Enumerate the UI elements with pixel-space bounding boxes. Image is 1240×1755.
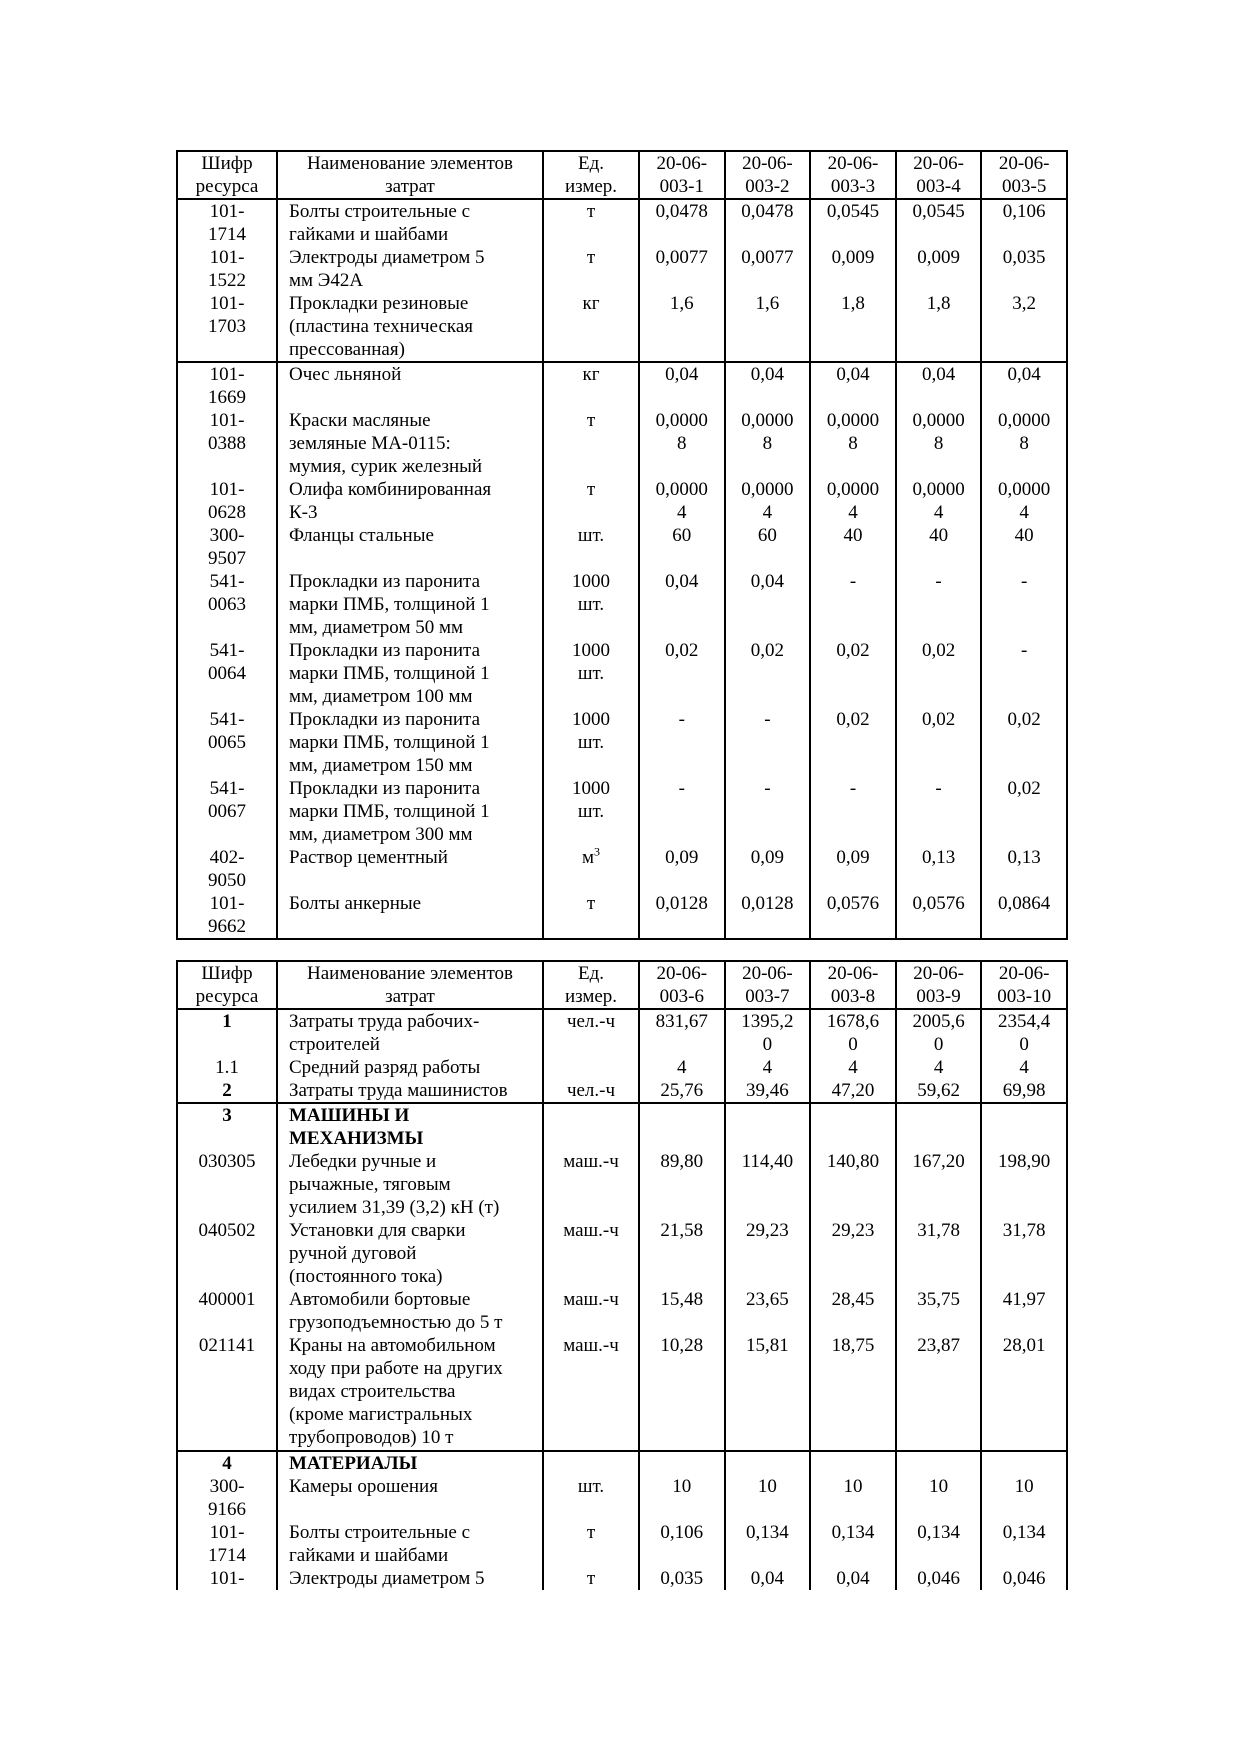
norm-value: 198,90 (981, 1150, 1067, 1219)
unit: т (543, 1567, 639, 1590)
section-code: 3 (177, 1103, 277, 1150)
header-cost-element-name: Наименование элементов затрат (277, 961, 543, 1009)
header-cost-element-name: Наименование элементов затрат (277, 151, 543, 199)
unit (543, 1056, 639, 1079)
norm-value: 0,0000 8 (810, 409, 896, 478)
norm-value: 10 (981, 1475, 1067, 1521)
norm-value: 40 (896, 524, 982, 570)
cost-element-name: Прокладки из паронита марки ПМБ, толщиной 1 мм, диаметром 300 мм (277, 777, 543, 846)
norm-value: - (639, 777, 725, 846)
norm-value: 0,04 (810, 1567, 896, 1590)
norm-value: 10,28 (639, 1334, 725, 1451)
table-row (177, 199, 1067, 246)
table-row (177, 1056, 1067, 1079)
norm-value: 60 (725, 524, 811, 570)
resource-code: 101- 1714 (177, 1521, 277, 1567)
norm-value: 0,0000 4 (981, 478, 1067, 524)
norm-value: 0,134 (725, 1521, 811, 1567)
cost-element-name: Лебедки ручные и рычажные, тяговым усилием 31,39 (3,2) кН (т) (277, 1150, 543, 1219)
table-row (177, 409, 1067, 478)
table-row (177, 1567, 1067, 1590)
table-row (177, 362, 1067, 409)
norm-value: 0,04 (896, 362, 982, 409)
cost-element-name: Прокладки из паронита марки ПМБ, толщиной 1 мм, диаметром 50 мм (277, 570, 543, 639)
norm-value (639, 1451, 725, 1475)
norm-value: 47,20 (810, 1079, 896, 1103)
header-unit: Ед. измер. (543, 961, 639, 1009)
resource-code: 030305 (177, 1150, 277, 1219)
norm-value: 0,02 (981, 708, 1067, 777)
norm-value: 41,97 (981, 1288, 1067, 1334)
norm-value: 0,134 (810, 1521, 896, 1567)
table-row (177, 1475, 1067, 1521)
norm-value (981, 1103, 1067, 1150)
header-unit: Ед. измер. (543, 151, 639, 199)
norm-value: 0,035 (981, 246, 1067, 292)
resource-code: 2 (177, 1079, 277, 1103)
norm-value: 1,8 (896, 292, 982, 362)
norm-value: 28,01 (981, 1334, 1067, 1451)
norm-value: 0,0128 (639, 892, 725, 939)
norm-value: 4 (639, 1056, 725, 1079)
norm-value: 0,0000 4 (639, 478, 725, 524)
norm-value: 114,40 (725, 1150, 811, 1219)
cost-element-name: Прокладки резиновые (пластина техническая прессованная) (277, 292, 543, 362)
norm-value: 0,035 (639, 1567, 725, 1590)
header-norm-column: 20-06- 003-4 (896, 151, 982, 199)
resource-table-1 (176, 150, 1068, 940)
header-norm-column: 20-06- 003-7 (725, 961, 811, 1009)
resource-code: 101- 1703 (177, 292, 277, 362)
cost-element-name: Раствор цементный (277, 846, 543, 892)
resource-code: 400001 (177, 1288, 277, 1334)
norm-value: 25,76 (639, 1079, 725, 1103)
norm-value: 10 (896, 1475, 982, 1521)
table-row (177, 1219, 1067, 1288)
resource-code: 541- 0064 (177, 639, 277, 708)
table-row (177, 1334, 1067, 1451)
norm-value: 31,78 (896, 1219, 982, 1288)
unit: маш.-ч (543, 1334, 639, 1451)
norm-value: 0,134 (981, 1521, 1067, 1567)
section-code: 4 (177, 1451, 277, 1475)
norm-value: 4 (896, 1056, 982, 1079)
section-title: МАТЕРИАЛЫ (277, 1451, 543, 1475)
cost-element-name: Краски масляные земляные МА-0115: мумия, сурик железный (277, 409, 543, 478)
norm-value (725, 1451, 811, 1475)
resource-code: 1 (177, 1009, 277, 1056)
norm-value (725, 1103, 811, 1150)
section-row-machines (177, 1103, 1067, 1150)
resource-code: 021141 (177, 1334, 277, 1451)
norm-value: 4 (981, 1056, 1067, 1079)
norm-value: - (810, 777, 896, 846)
norm-value: - (981, 639, 1067, 708)
norm-value: 0,0545 (896, 199, 982, 246)
norm-value: 0,009 (810, 246, 896, 292)
resource-code: 101- 9662 (177, 892, 277, 939)
norm-value: 4 (725, 1056, 811, 1079)
section-title: МАШИНЫ И МЕХАНИЗМЫ (277, 1103, 543, 1150)
unit-superscript: 3 (594, 844, 601, 859)
norm-value (981, 1451, 1067, 1475)
cost-element-name: Фланцы стальные (277, 524, 543, 570)
table-header-row (177, 961, 1067, 1009)
cost-element-name: Камеры орошения (277, 1475, 543, 1521)
header-norm-column: 20-06- 003-8 (810, 961, 896, 1009)
norm-value: 0,0478 (639, 199, 725, 246)
unit: маш.-ч (543, 1219, 639, 1288)
norm-value: 0,09 (725, 846, 811, 892)
norm-value: - (981, 570, 1067, 639)
table-row (177, 892, 1067, 939)
unit: 1000 шт. (543, 777, 639, 846)
norm-value: 0,0128 (725, 892, 811, 939)
resource-code: 101- 1522 (177, 246, 277, 292)
norm-value: 10 (725, 1475, 811, 1521)
norm-value: - (896, 570, 982, 639)
unit: т (543, 892, 639, 939)
cost-element-name: Болты строительные с гайками и шайбами (277, 1521, 543, 1567)
norm-value: 2354,4 0 (981, 1009, 1067, 1056)
table-row (177, 478, 1067, 524)
resource-code: 402- 9050 (177, 846, 277, 892)
cost-element-name: Болты анкерные (277, 892, 543, 939)
norm-value (810, 1451, 896, 1475)
norm-value: 0,04 (725, 362, 811, 409)
norm-value: 0,02 (725, 639, 811, 708)
norm-value (810, 1103, 896, 1150)
header-norm-column: 20-06- 003-5 (981, 151, 1067, 199)
norm-value: 31,78 (981, 1219, 1067, 1288)
norm-value (896, 1103, 982, 1150)
resource-code: 300- 9166 (177, 1475, 277, 1521)
norm-value: 60 (639, 524, 725, 570)
norm-value: 35,75 (896, 1288, 982, 1334)
cost-element-name: Очес льняной (277, 362, 543, 409)
resource-code: 1.1 (177, 1056, 277, 1079)
table-row (177, 1009, 1067, 1056)
norm-value: 0,134 (896, 1521, 982, 1567)
unit: 1000 шт. (543, 570, 639, 639)
resource-table-2 (176, 960, 1068, 1590)
norm-value: 69,98 (981, 1079, 1067, 1103)
norm-value: - (725, 777, 811, 846)
norm-value: - (725, 708, 811, 777)
unit: шт. (543, 1475, 639, 1521)
norm-value: 0,04 (639, 570, 725, 639)
norm-value: 0,0576 (896, 892, 982, 939)
unit (543, 1103, 639, 1150)
norm-value: 0,0000 4 (896, 478, 982, 524)
norm-value: 23,87 (896, 1334, 982, 1451)
cost-element-name: Прокладки из паронита марки ПМБ, толщиной 1 мм, диаметром 150 мм (277, 708, 543, 777)
norm-value: 0,0545 (810, 199, 896, 246)
table-row (177, 246, 1067, 292)
cost-element-name: Прокладки из паронита марки ПМБ, толщиной 1 мм, диаметром 100 мм (277, 639, 543, 708)
cost-element-name: Электроды диаметром 5 (277, 1567, 543, 1590)
section-row-materials (177, 1451, 1067, 1475)
header-norm-column: 20-06- 003-1 (639, 151, 725, 199)
cost-element-name: Олифа комбинированная К-3 (277, 478, 543, 524)
header-resource-code: Шифр ресурса (177, 151, 277, 199)
norm-value: 2005,6 0 (896, 1009, 982, 1056)
norm-value: 0,0000 8 (725, 409, 811, 478)
norm-value: 21,58 (639, 1219, 725, 1288)
unit: т (543, 246, 639, 292)
norm-value: 0,009 (896, 246, 982, 292)
table-row (177, 524, 1067, 570)
norm-value: 0,0864 (981, 892, 1067, 939)
resource-code: 300- 9507 (177, 524, 277, 570)
norm-value: 0,02 (896, 639, 982, 708)
header-norm-column: 20-06- 003-3 (810, 151, 896, 199)
norm-value: 140,80 (810, 1150, 896, 1219)
norm-value: 831,67 (639, 1009, 725, 1056)
resource-code: 101- 1669 (177, 362, 277, 409)
header-norm-column: 20-06- 003-9 (896, 961, 982, 1009)
norm-value: 0,09 (810, 846, 896, 892)
norm-value: 0,0000 8 (639, 409, 725, 478)
norm-value: 1395,2 0 (725, 1009, 811, 1056)
unit (543, 846, 639, 892)
unit: маш.-ч (543, 1150, 639, 1219)
norm-value: 4 (810, 1056, 896, 1079)
unit: 1000 шт. (543, 639, 639, 708)
table-row (177, 292, 1067, 362)
unit: т (543, 409, 639, 478)
norm-value: 0,0478 (725, 199, 811, 246)
norm-value: 0,04 (981, 362, 1067, 409)
norm-value: 39,46 (725, 1079, 811, 1103)
unit: кг (543, 362, 639, 409)
norm-value: 0,02 (810, 708, 896, 777)
norm-value (639, 1103, 725, 1150)
cost-element-name: Затраты труда машинистов (277, 1079, 543, 1103)
resource-code: 101- 1714 (177, 199, 277, 246)
unit: маш.-ч (543, 1288, 639, 1334)
norm-value: 40 (981, 524, 1067, 570)
norm-value: 0,0576 (810, 892, 896, 939)
cost-element-name: Краны на автомобильном ходу при работе на других видах строительства (кроме магистральных трубопроводов) 10 т (277, 1334, 543, 1451)
norm-value: 0,13 (981, 846, 1067, 892)
norm-value: 15,48 (639, 1288, 725, 1334)
norm-value: 40 (810, 524, 896, 570)
norm-value: 18,75 (810, 1334, 896, 1451)
header-resource-code: Шифр ресурса (177, 961, 277, 1009)
table-row (177, 1521, 1067, 1567)
norm-value: 3,2 (981, 292, 1067, 362)
norm-value: 1,6 (725, 292, 811, 362)
norm-value: 0,0000 4 (725, 478, 811, 524)
norm-value: 59,62 (896, 1079, 982, 1103)
norm-value: 0,106 (981, 199, 1067, 246)
norm-value: 0,046 (981, 1567, 1067, 1590)
norm-value: 0,04 (639, 362, 725, 409)
norm-value: 0,0000 8 (896, 409, 982, 478)
norm-value: 0,0000 8 (981, 409, 1067, 478)
resource-code: 101- (177, 1567, 277, 1590)
norm-value: 0,13 (896, 846, 982, 892)
cost-element-name: Затраты труда рабочих- строителей (277, 1009, 543, 1056)
table-row (177, 570, 1067, 639)
resource-code: 040502 (177, 1219, 277, 1288)
norm-value: 10 (810, 1475, 896, 1521)
unit: кг (543, 292, 639, 362)
norm-value: 0,0000 4 (810, 478, 896, 524)
norm-value: 0,02 (810, 639, 896, 708)
norm-value: - (639, 708, 725, 777)
resource-code: 101- 0388 (177, 409, 277, 478)
norm-value (896, 1451, 982, 1475)
table-row (177, 1288, 1067, 1334)
header-norm-column: 20-06- 003-10 (981, 961, 1067, 1009)
cost-element-name: Болты строительные с гайками и шайбами (277, 199, 543, 246)
unit: т (543, 478, 639, 524)
unit: чел.-ч (543, 1009, 639, 1056)
unit: 1000 шт. (543, 708, 639, 777)
cost-element-name: Установки для сварки ручной дуговой (постоянного тока) (277, 1219, 543, 1288)
norm-value: 15,81 (725, 1334, 811, 1451)
norm-value: - (896, 777, 982, 846)
header-norm-column: 20-06- 003-6 (639, 961, 725, 1009)
cost-element-name: Автомобили бортовые грузоподъемностью до 5 т (277, 1288, 543, 1334)
norm-value: 0,02 (896, 708, 982, 777)
table-row (177, 639, 1067, 708)
norm-value: 29,23 (810, 1219, 896, 1288)
norm-value: 0,106 (639, 1521, 725, 1567)
norm-value: 0,0077 (725, 246, 811, 292)
unit: т (543, 1521, 639, 1567)
norm-value: - (810, 570, 896, 639)
norm-value: 1678,6 0 (810, 1009, 896, 1056)
norm-value: 0,04 (725, 1567, 811, 1590)
cost-element-name: Средний разряд работы (277, 1056, 543, 1079)
unit: шт. (543, 524, 639, 570)
norm-value: 0,046 (896, 1567, 982, 1590)
norm-value: 89,80 (639, 1150, 725, 1219)
norm-value: 10 (639, 1475, 725, 1521)
norm-value: 0,04 (810, 362, 896, 409)
norm-value: 0,02 (981, 777, 1067, 846)
table-header-row (177, 151, 1067, 199)
unit (543, 1451, 639, 1475)
table-row (177, 777, 1067, 846)
resource-code: 541- 0065 (177, 708, 277, 777)
resource-code: 101- 0628 (177, 478, 277, 524)
norm-value: 167,20 (896, 1150, 982, 1219)
table-row (177, 708, 1067, 777)
norm-value: 1,8 (810, 292, 896, 362)
cost-element-name: Электроды диаметром 5 мм Э42А (277, 246, 543, 292)
resource-code: 541- 0067 (177, 777, 277, 846)
resource-code: 541- 0063 (177, 570, 277, 639)
norm-value: 0,09 (639, 846, 725, 892)
table-row (177, 846, 1067, 892)
norm-value: 23,65 (725, 1288, 811, 1334)
unit-base: м (581, 847, 595, 868)
unit: т (543, 199, 639, 246)
norm-value: 0,04 (725, 570, 811, 639)
norm-value: 28,45 (810, 1288, 896, 1334)
norm-value: 29,23 (725, 1219, 811, 1288)
header-norm-column: 20-06- 003-2 (725, 151, 811, 199)
norm-value: 0,0077 (639, 246, 725, 292)
norm-value: 0,02 (639, 639, 725, 708)
table-row (177, 1150, 1067, 1219)
unit: чел.-ч (543, 1079, 639, 1103)
norm-value: 1,6 (639, 292, 725, 362)
table-row (177, 1079, 1067, 1103)
